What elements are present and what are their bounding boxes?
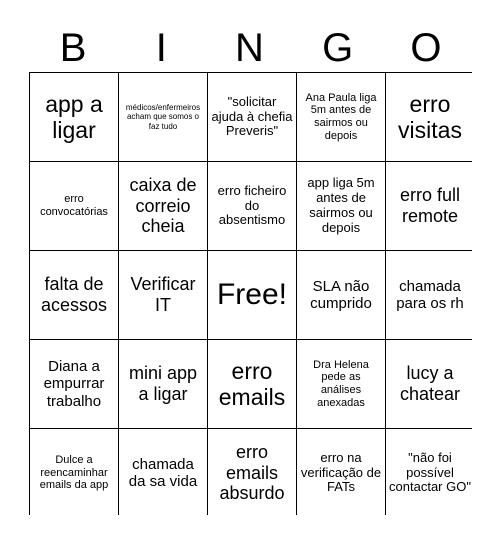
bingo-cell[interactable]: erro emails (208, 340, 296, 428)
bingo-cell[interactable]: erro emails absurdo (208, 429, 296, 517)
bingo-cell[interactable]: Diana a empurrar trabalho (30, 340, 118, 428)
bingo-cell[interactable]: "não foi possível contactar GO" (386, 429, 474, 517)
bingo-cell[interactable]: mini app a ligar (119, 340, 207, 428)
bingo-cell[interactable]: erro na verificação de FATs (297, 429, 385, 517)
bingo-cell[interactable]: erro ficheiro do absentismo (208, 162, 296, 250)
header-letter-b: B (59, 26, 87, 70)
bingo-card-grid (29, 72, 472, 515)
bingo-cell[interactable]: Dulce a reencaminhar emails da app (30, 429, 118, 517)
bingo-cell[interactable]: erro full remote (386, 162, 474, 250)
bingo-cell[interactable]: médicos/enfermeiros acham que somos o faz tudo (119, 73, 207, 161)
bingo-cell[interactable]: erro visitas (386, 73, 474, 161)
bingo-cell[interactable]: app a ligar (30, 73, 118, 161)
header-letter-g: G (322, 26, 354, 70)
header-letter-n: N (235, 26, 264, 70)
bingo-cell[interactable]: falta de acessos (30, 251, 118, 339)
bingo-cell[interactable]: chamada para os rh (386, 251, 474, 339)
bingo-cell[interactable]: Ana Paula liga 5m antes de sairmos ou depois (297, 73, 385, 161)
bingo-cell[interactable]: "solicitar ajuda à chefia Preveris" (208, 73, 296, 161)
header-letter-o: O (410, 26, 442, 70)
bingo-cell[interactable]: Verificar IT (119, 251, 207, 339)
bingo-cell[interactable]: Dra Helena pede as análises anexadas (297, 340, 385, 428)
bingo-free-space[interactable]: Free! (208, 251, 296, 339)
bingo-cell[interactable]: erro convocatórias (30, 162, 118, 250)
bingo-cell[interactable]: caixa de correio cheia (119, 162, 207, 250)
bingo-cell[interactable]: app liga 5m antes de sairmos ou depois (297, 162, 385, 250)
bingo-cell[interactable]: chamada da sa vida (119, 429, 207, 517)
bingo-cell[interactable]: lucy a chatear (386, 340, 474, 428)
header-letter-i: I (155, 26, 167, 70)
bingo-cell[interactable]: SLA não cumprido (297, 251, 385, 339)
bingo-header (29, 24, 470, 72)
